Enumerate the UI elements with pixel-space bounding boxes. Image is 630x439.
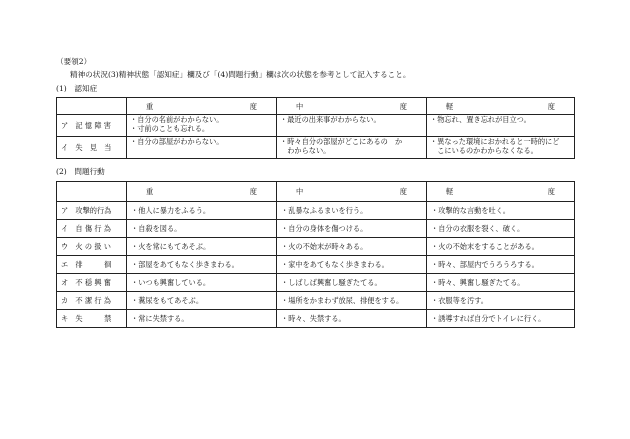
dementia-section-label: (1) 認知症: [56, 84, 98, 93]
corner-cell: [57, 182, 127, 202]
cell-mild: ・時々、興奮し騒ぎたてる。: [427, 274, 575, 292]
cell-moderate: ・しばしば興奮し騒ぎたてる。: [277, 274, 427, 292]
cell-severe: ・部屋をあてもなく歩きまわる。: [127, 256, 277, 274]
row-category: カ 不 潔 行 為: [57, 292, 127, 310]
cell-moderate: ・家中をあてもなく歩きまわる。: [277, 256, 427, 274]
table-row: [57, 292, 575, 310]
cell-mild: ・攻撃的な言動を吐く。: [427, 202, 575, 220]
cell-severe: ・他人に暴力をふるう。: [127, 202, 277, 220]
cell-mild: ・衣服等を汚す。: [427, 292, 575, 310]
table-row: [57, 310, 575, 328]
behavior-header-row: [57, 182, 575, 202]
dementia-header-row: [57, 98, 575, 115]
cell-mild: ・異なった環境におかれると一時的にど こにいるのかわからなくなる。: [427, 137, 575, 159]
row-category: イ 失 見 当: [57, 137, 127, 159]
cell-moderate: ・乱暴なふるまいを行う。: [277, 202, 427, 220]
cell-mild: ・誘導すれば自分でトイレに行く。: [427, 310, 575, 328]
cell-mild: ・時々、部屋内でうろうろする。: [427, 256, 575, 274]
header-severe: 重 度: [127, 98, 277, 115]
table-row: [57, 202, 575, 220]
cell-severe: ・自殺を図る。: [127, 220, 277, 238]
cell-severe: ・糞尿をもてあそぶ。: [127, 292, 277, 310]
instruction-text: 精神の状況(3)精神状態「認知症」欄及び「(4)問題行動」欄は次の状態を参考として記入すること。: [70, 70, 411, 79]
cell-moderate: ・時々、失禁する。: [277, 310, 427, 328]
cell-moderate: ・最近の出来事がわからない。: [277, 115, 427, 137]
cell-severe: ・自分の名前がわからない。 ・寸前のことも忘れる。: [127, 115, 277, 137]
cell-moderate: ・火の不始末が時々ある。: [277, 238, 427, 256]
row-category: キ 失 禁: [57, 310, 127, 328]
header-moderate: 中 度: [277, 182, 427, 202]
row-category: ア 記 憶 障 害: [57, 115, 127, 137]
header-mild: 軽 度: [427, 98, 575, 115]
cell-mild: ・自分の衣服を裂く、破く。: [427, 220, 575, 238]
header-moderate: 中 度: [277, 98, 427, 115]
cell-severe: ・常に失禁する。: [127, 310, 277, 328]
row-category: ウ 火 の 扱 い: [57, 238, 127, 256]
cell-mild: ・物忘れ、置き忘れが目立つ。: [427, 115, 575, 137]
cell-severe: ・火を常にもてあそぶ。: [127, 238, 277, 256]
table-row: [57, 115, 575, 137]
cell-moderate: ・自分の身体を傷つける。: [277, 220, 427, 238]
dementia-table: [56, 97, 575, 159]
table-row: [57, 220, 575, 238]
cell-severe: ・いつも興奮している。: [127, 274, 277, 292]
behavior-section-label: (2) 問題行動: [56, 167, 105, 176]
cell-severe: ・自分の部屋がわからない。: [127, 137, 277, 159]
row-category: イ 自 傷 行 為: [57, 220, 127, 238]
cell-mild: ・火の不始末をすることがある。: [427, 238, 575, 256]
table-row: [57, 238, 575, 256]
row-category: ア 攻撃的行為: [57, 202, 127, 220]
table-row: [57, 256, 575, 274]
header-mild: 軽 度: [427, 182, 575, 202]
behavior-table: [56, 181, 575, 328]
table-row: [57, 274, 575, 292]
table-row: [57, 137, 575, 159]
header-severe: 重 度: [127, 182, 277, 202]
cell-moderate: ・場所をかまわず放尿、排便をする。: [277, 292, 427, 310]
section-heading: （要領2）: [56, 57, 92, 66]
corner-cell: [57, 98, 127, 115]
row-category: エ 徘 徊: [57, 256, 127, 274]
row-category: オ 不 穏 興 奮: [57, 274, 127, 292]
cell-moderate: ・時々自分の部屋がどこにあるの か わからない。: [277, 137, 427, 159]
